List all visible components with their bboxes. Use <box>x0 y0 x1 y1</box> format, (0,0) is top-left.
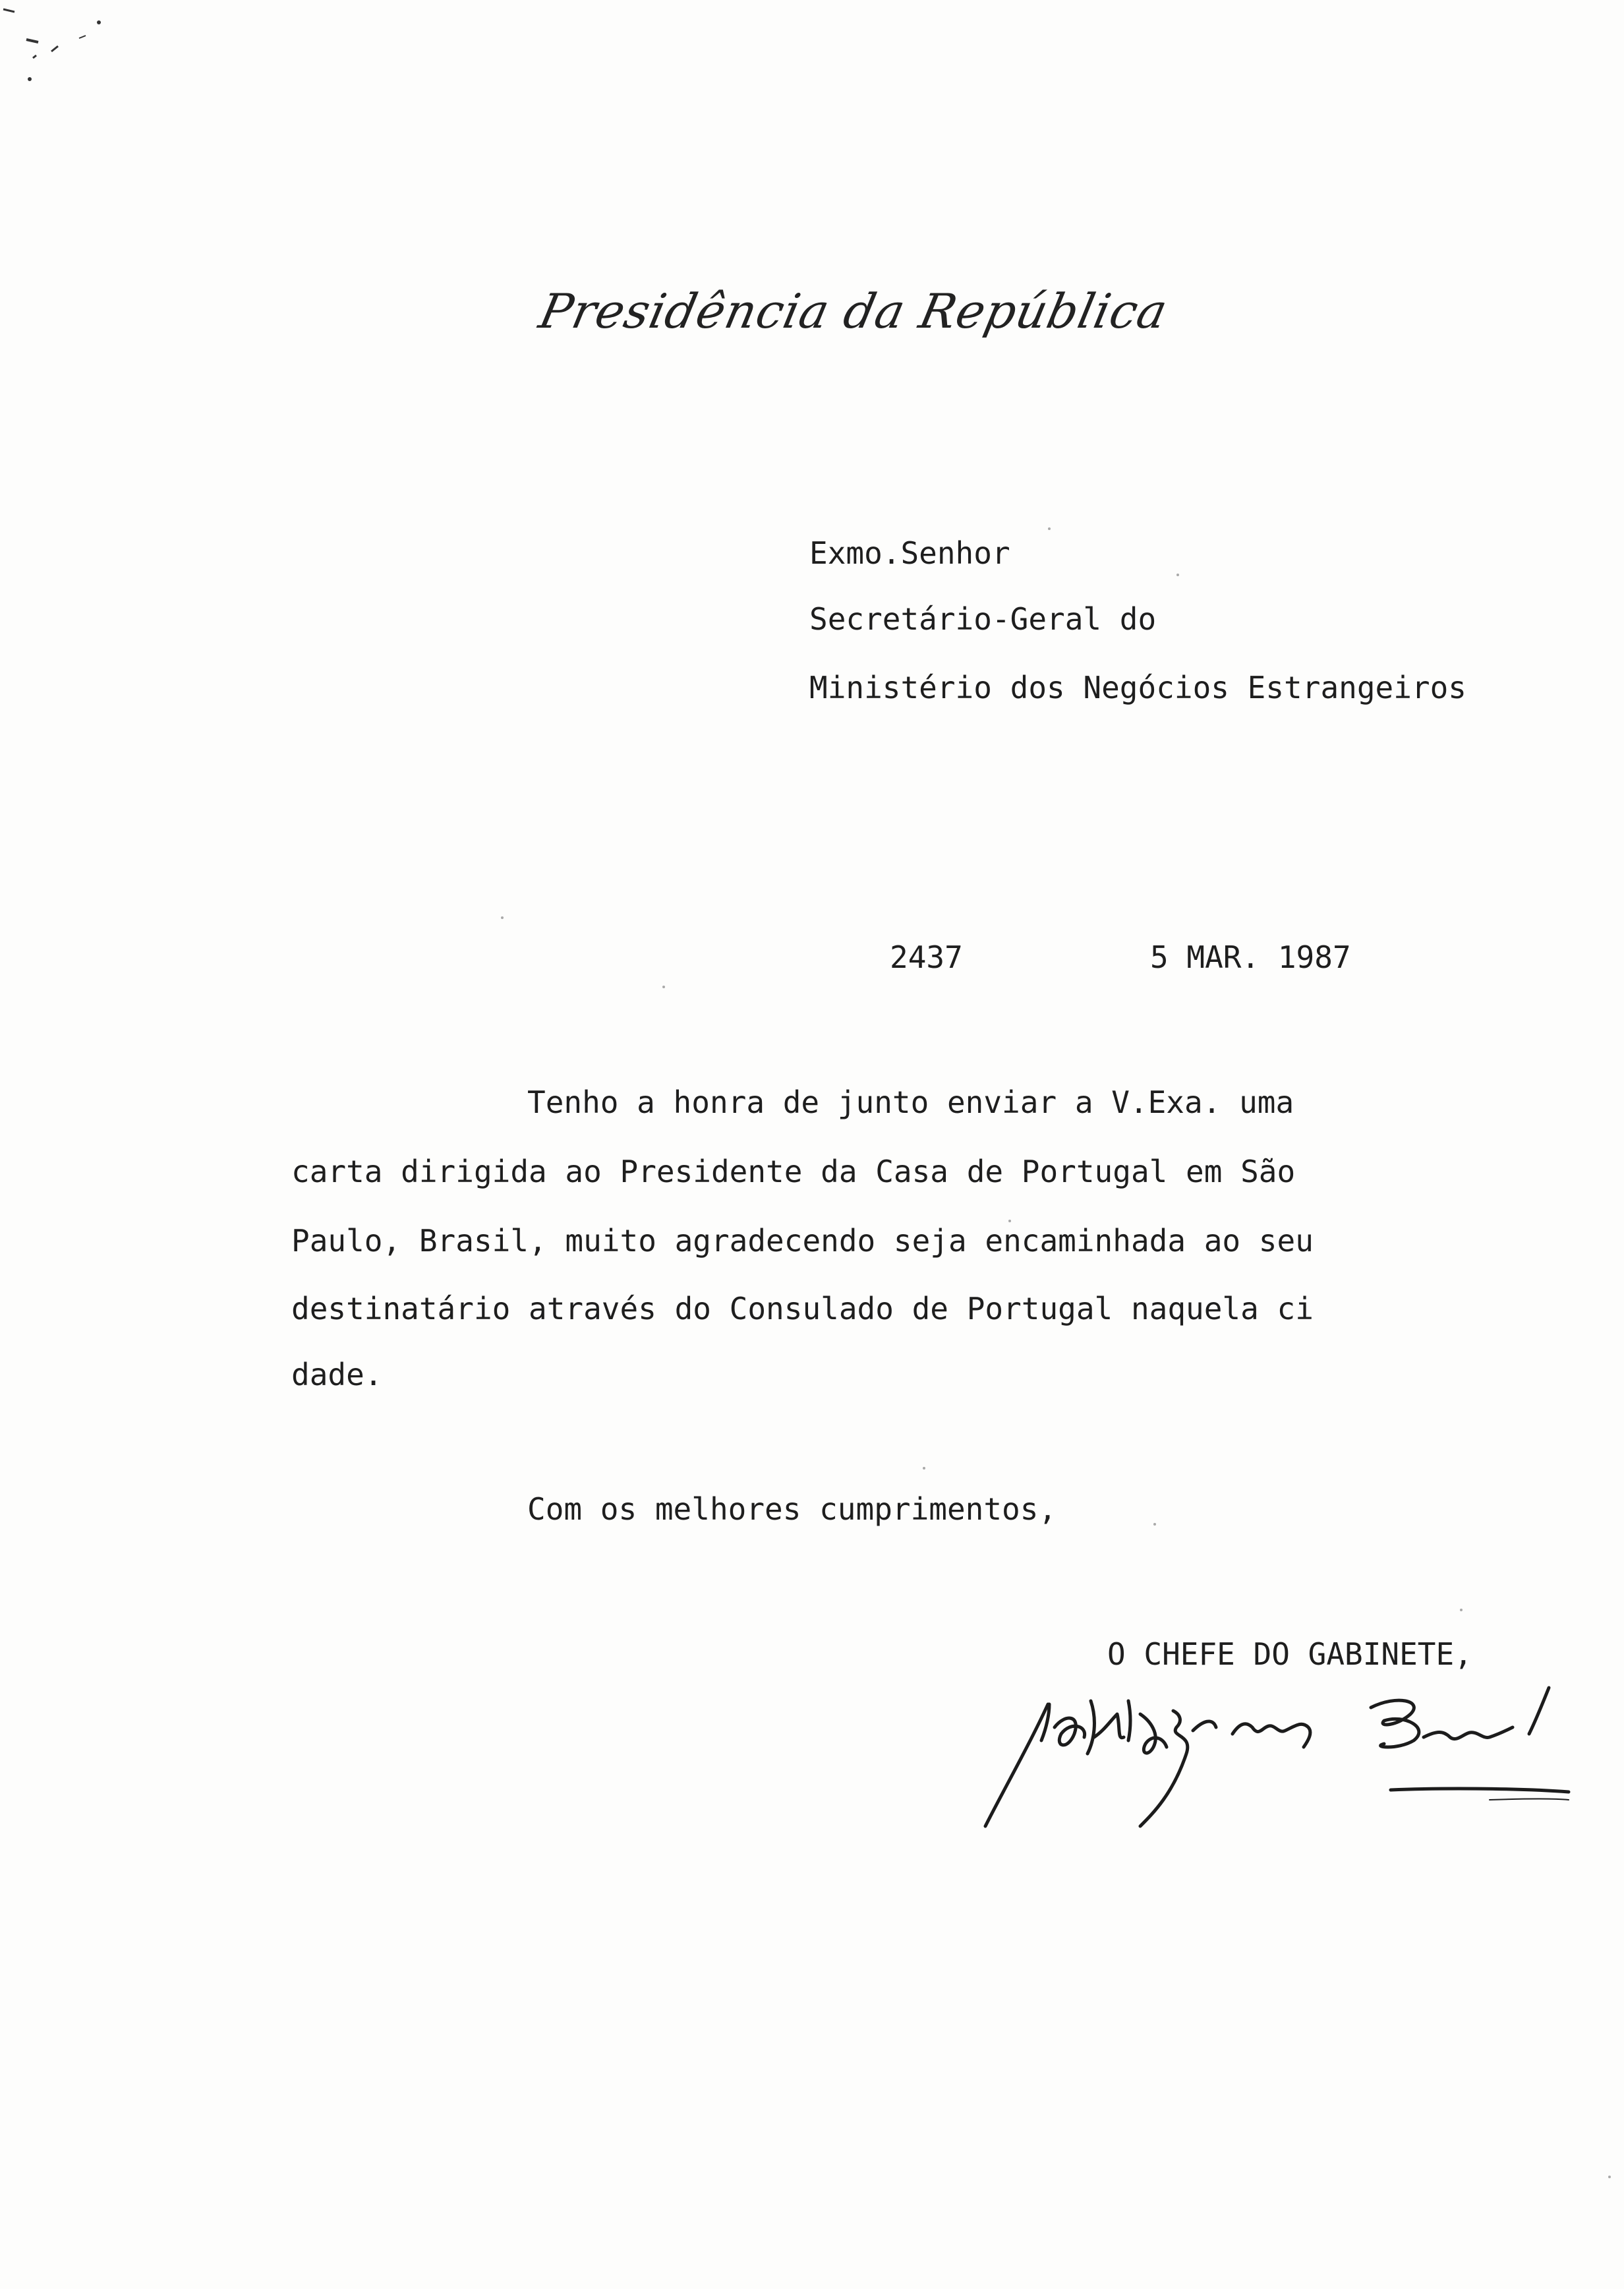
recipient-salutation: Exmo.Senhor <box>809 535 1010 571</box>
letterhead-title: Presidência da República <box>535 283 1173 339</box>
body-line: dade. <box>291 1357 383 1392</box>
body-line: Tenho a honra de junto enviar a V.Exa. uma <box>527 1085 1294 1120</box>
recipient-ministry: Ministério dos Negócios Estrangeiros <box>809 670 1466 705</box>
body-line: Paulo, Brasil, muito agradecendo seja encaminhada ao seu <box>291 1223 1314 1259</box>
body-line: carta dirigida ao Presidente da Casa de Portugal em São <box>291 1154 1296 1189</box>
reference-number: 2437 <box>890 939 963 975</box>
signoff-title: O CHEFE DO GABINETE, <box>1107 1636 1472 1672</box>
body-line: destinatário através do Consulado de Portugal naquela ci <box>291 1291 1314 1326</box>
recipient-title: Secretário-Geral do <box>809 601 1157 637</box>
letter-date: 5 MAR. 1987 <box>1150 939 1351 975</box>
handwritten-signature <box>975 1675 1608 1833</box>
scan-marks <box>0 0 132 105</box>
closing-line: Com os melhores cumprimentos, <box>527 1491 1057 1527</box>
